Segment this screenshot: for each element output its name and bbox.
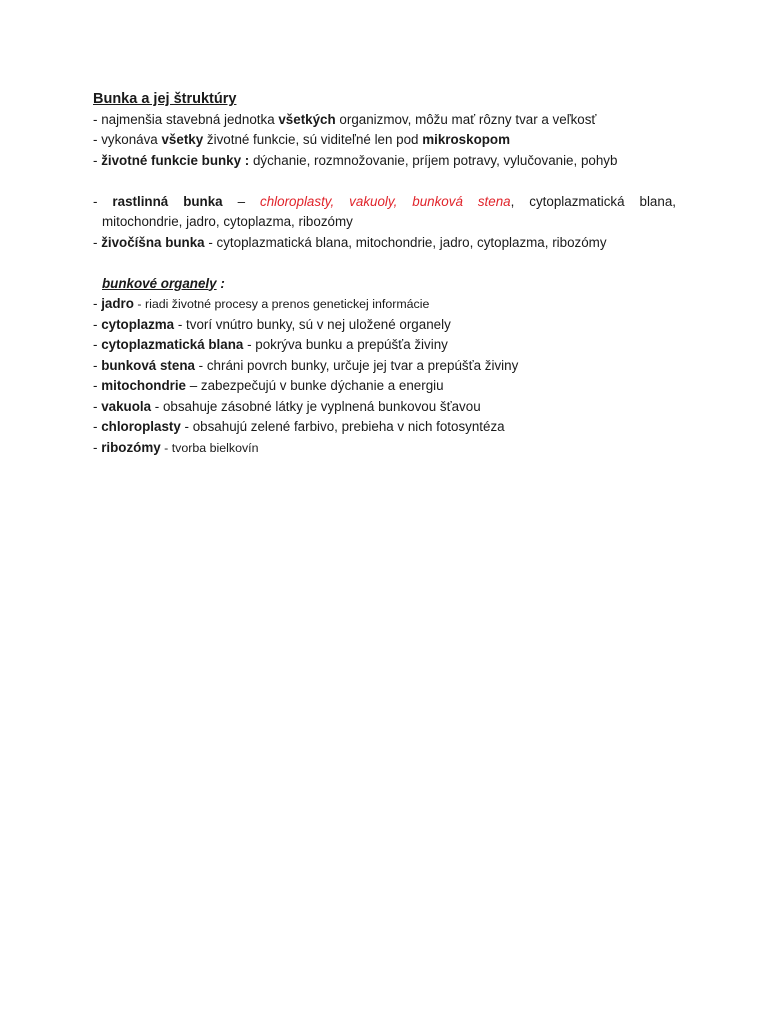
organelle-name: mitochondrie: [101, 378, 186, 393]
dash: -: [93, 357, 102, 373]
dash: -: [93, 439, 102, 455]
organelle-desc: - tvorba bielkovín: [160, 440, 259, 455]
separator: –: [237, 193, 261, 209]
organelle-desc: - riadi životné procesy a prenos genetickej informácie: [133, 297, 430, 311]
text: najmenšia stavebná jednotka: [101, 111, 279, 127]
animal-cell-line: [93, 233, 676, 254]
dash: -: [93, 152, 102, 168]
organelle-item-jadro: [93, 294, 676, 315]
organelle-item-cytoplazma: [93, 315, 676, 336]
spacer: [93, 253, 676, 274]
bold-text: všetkých: [278, 111, 336, 127]
text: , cytoplazmatická blana,: [510, 193, 676, 209]
organelle-name: cytoplazma: [101, 316, 175, 332]
bold-text: mikroskopom: [422, 132, 511, 147]
dash: -: [93, 193, 113, 209]
organelle-item-bunkova-stena: [93, 356, 676, 377]
animal-cell-label: živočíšna bunka: [101, 234, 205, 250]
organelle-name: chloroplasty: [101, 419, 181, 434]
dash: -: [93, 337, 102, 352]
organelle-item-chloroplasty: [93, 417, 676, 438]
organelle-name: ribozómy: [101, 439, 161, 455]
organelle-name: jadro: [101, 296, 134, 311]
organelles-colon: :: [216, 275, 225, 291]
organelle-desc: – zabezpečujú v bunke dýchanie a energiu: [186, 378, 444, 393]
organelle-desc: - chráni povrch bunky, určuje jej tvar a prepúšťa živiny: [194, 357, 519, 373]
intro-line-3: [93, 151, 676, 172]
dash: -: [93, 398, 102, 414]
intro-line-2: [93, 130, 676, 151]
text: životné funkcie, sú viditeľné len pod: [203, 132, 423, 147]
organelle-item-cytoplazmaticka-blana: [93, 335, 676, 356]
text: - cytoplazmatická blana, mitochondrie, jadro, cytoplazma, ribozómy: [204, 234, 607, 250]
text: organizmov, môžu mať rôzny tvar a veľkosť: [335, 111, 597, 127]
organelle-item-ribozomy: [93, 438, 676, 459]
plant-cell-label: rastlinná bunka: [112, 193, 223, 209]
organelle-item-vakuola: [93, 397, 676, 418]
plant-cell-continuation: mitochondrie, jadro, cytoplazma, ribozómy: [102, 214, 353, 229]
bold-text: životné funkcie bunky :: [101, 152, 250, 168]
dash: -: [93, 111, 102, 127]
organelle-name: bunková stena: [101, 357, 195, 373]
organelles-heading: [93, 274, 676, 295]
plant-cell-line: [93, 192, 676, 213]
organelle-desc: - obsahuje zásobné látky je vyplnená bunkovou šťavou: [151, 398, 481, 414]
organelle-item-mitochondrie: [93, 376, 676, 397]
organelle-name: vakuola: [101, 398, 152, 414]
dash: -: [93, 234, 102, 250]
organelle-desc: - obsahujú zelené farbivo, prebieha v nich fotosyntéza: [180, 419, 505, 434]
dash: -: [93, 132, 102, 147]
organelle-desc: - pokrýva bunku a prepúšťa živiny: [243, 337, 448, 352]
spacer: [93, 171, 676, 192]
text: dýchanie, rozmnožovanie, príjem potravy, vylučovanie, pohyb: [249, 152, 618, 168]
organelle-desc: - tvorí vnútro bunky, sú v nej uložené organely: [174, 316, 451, 332]
bold-text: všetky: [161, 132, 204, 147]
dash: -: [93, 378, 102, 393]
dash: -: [93, 419, 102, 434]
intro-line-1: [93, 110, 676, 131]
document-page: [93, 89, 676, 458]
organelles-title: bunkové organely: [102, 275, 217, 291]
dash: -: [93, 296, 102, 311]
organelle-name: cytoplazmatická blana: [101, 337, 244, 352]
dash: -: [93, 316, 102, 332]
text: vykonáva: [101, 132, 162, 147]
document-title: Bunka a jej štruktúry: [93, 91, 237, 107]
plant-specific-organelles: chloroplasty, vakuoly, bunková stena: [260, 193, 511, 209]
